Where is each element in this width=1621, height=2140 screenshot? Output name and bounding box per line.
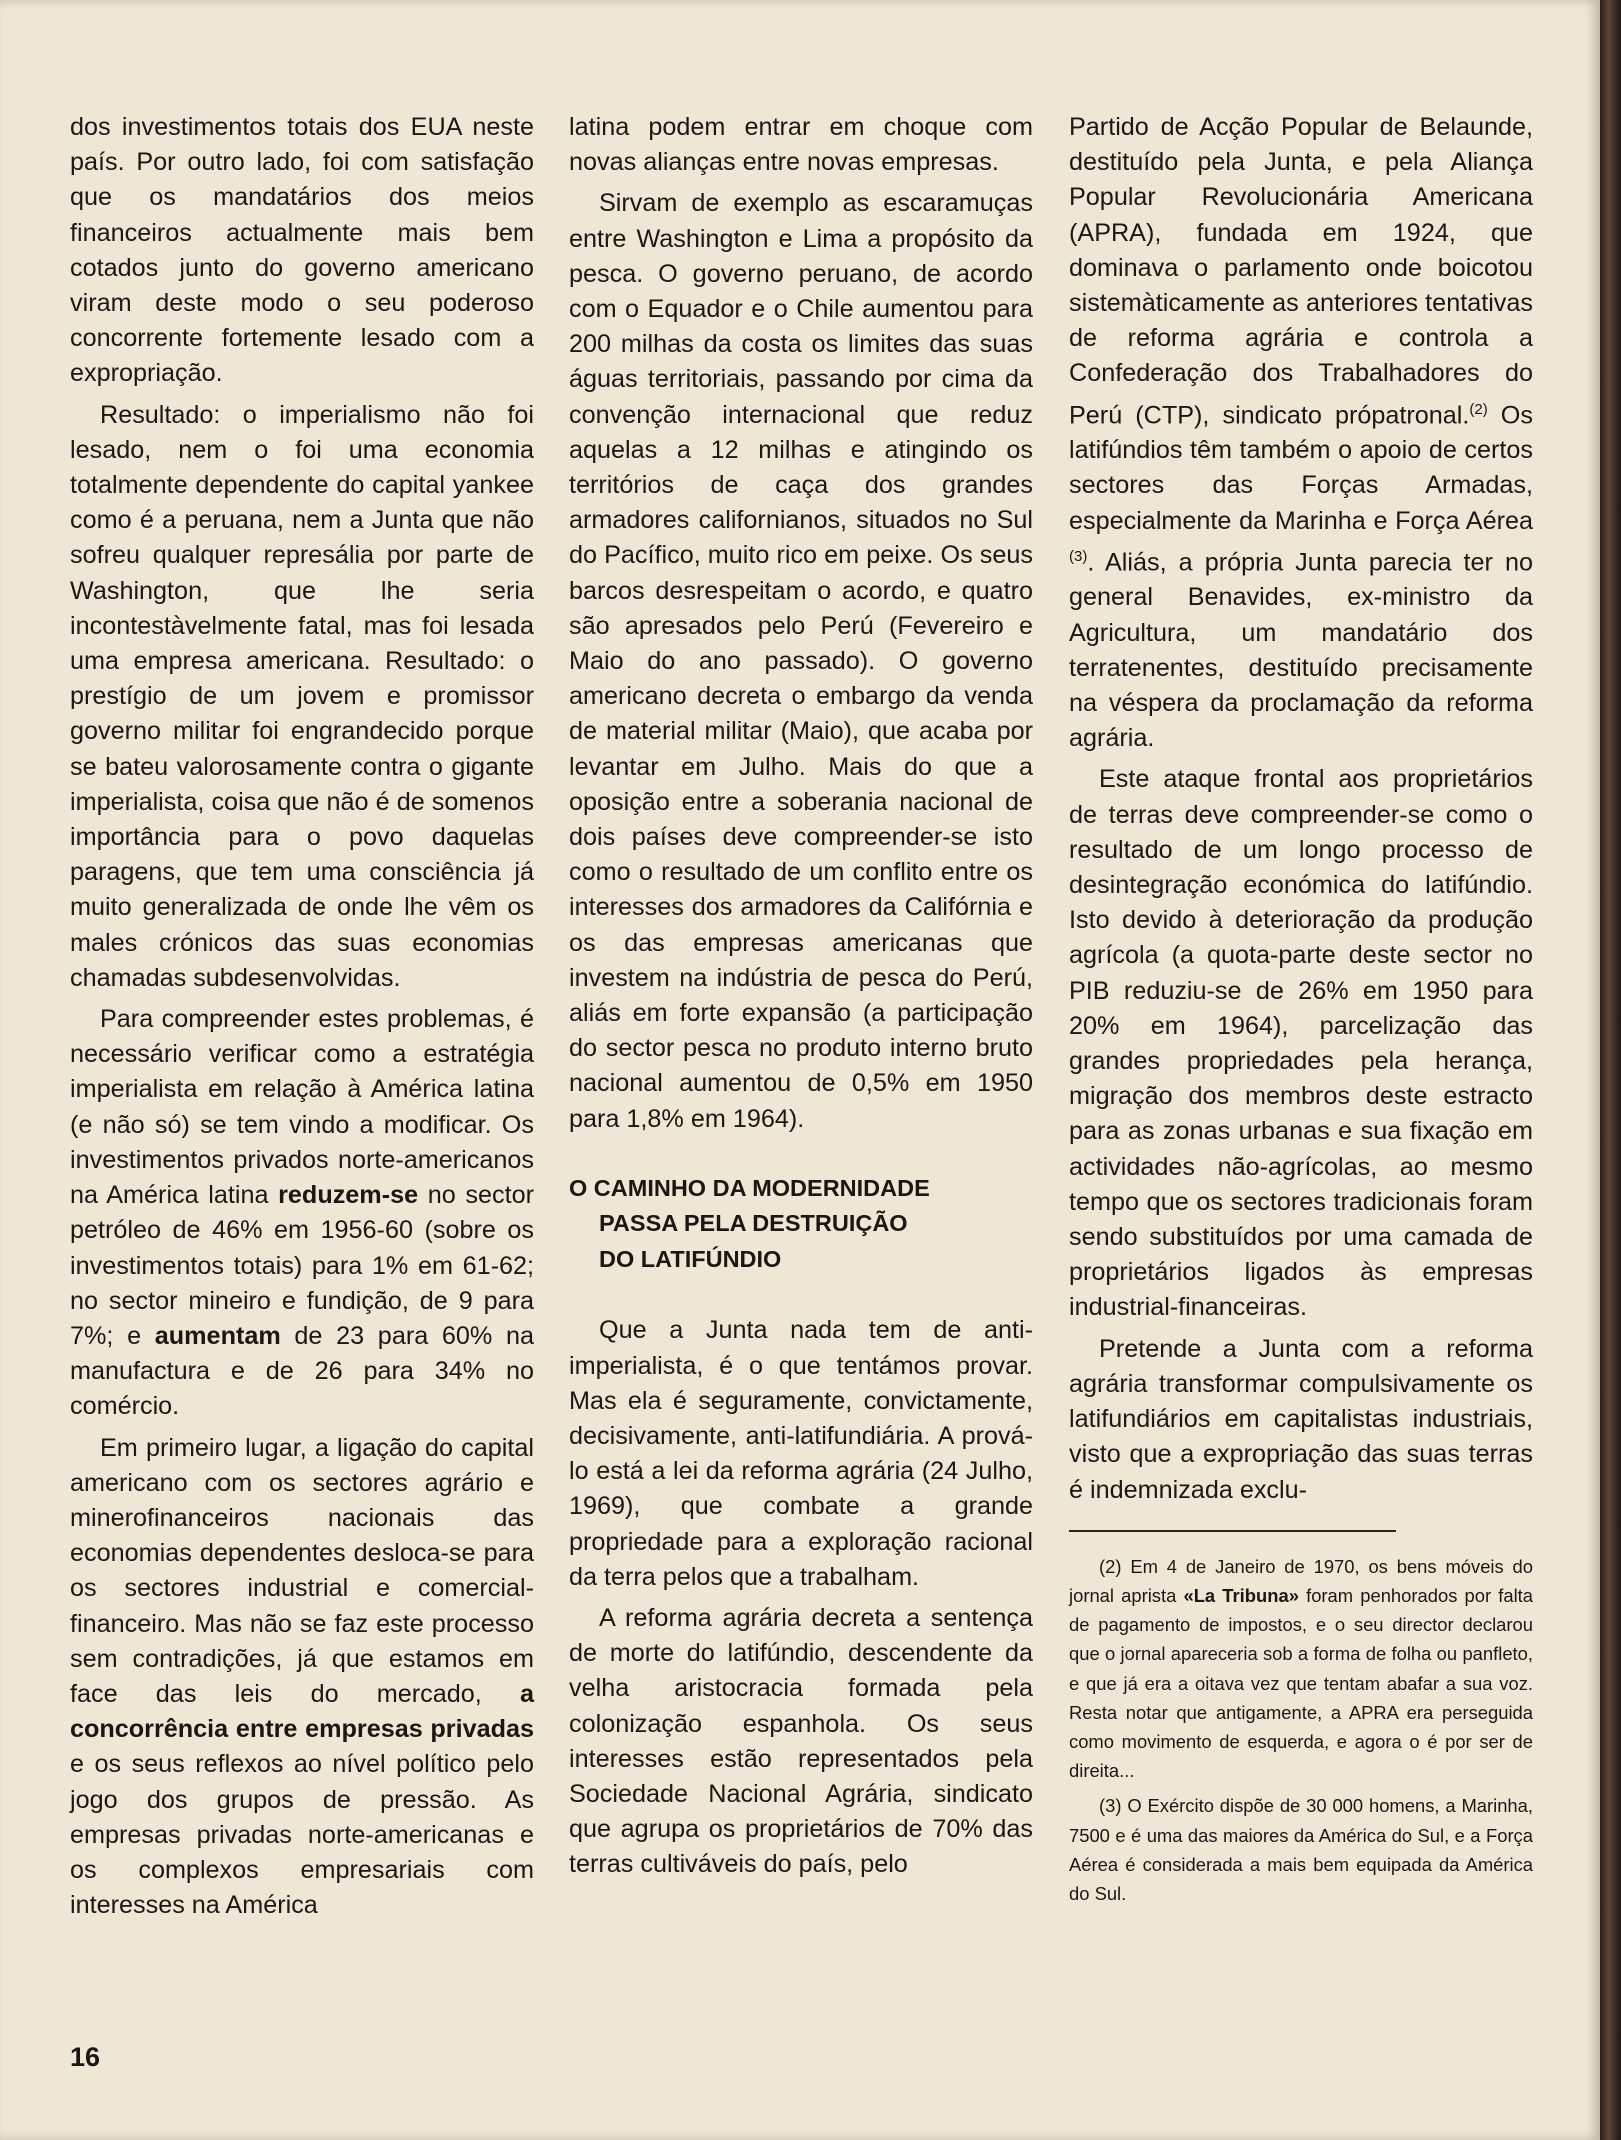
bold-emphasis: a concorrência entre empresas privadas — [70, 1679, 534, 1744]
text-column-left — [70, 110, 534, 1929]
paragraph: Este ataque frontal aos proprietários de terras deve compreender-se como o resultado de um longo processo de desintegração económica do latifúndio. Isto devido à deterioração da produção agrícola (a quota-parte deste sector no PIB reduziu-se de 26% em 1950 para 20% em 1964), parcelização das grandes propriedades pela herança, migração dos membros deste estracto para as zonas urbanas e sua fixação em actividades não-agrícolas, ao mesmo tempo que os sectores tradicionais foram sendo substituídos por uma camada de proprietários ligados às empresas industrial-financeiras. — [1069, 765, 1533, 1322]
paragraph: Pretende a Junta com a reforma agrária transformar compulsivamente os latifundiários em capitalistas industriais, visto que a expropriação das suas terras é indemnizada exclu- — [1069, 1334, 1533, 1504]
paragraph: Que a Junta nada tem de anti-imperialista, é o que tentámos provar. Mas ela é seguramente, convictamente, decisivamente, anti-latifundiária. A prová-lo está a lei da reforma agrária (24 Julho, 1969), que combate a grande propriedade para a exploração racional da terra pelos que a trabalham. — [569, 1316, 1033, 1591]
footnote: (2) Em 4 de Janeiro de 1970, os bens móveis do jornal aprista «La Tribuna» foram penhorados por falta de pagamento de impostos, e o seu director declarou que o jornal apareceria sob a forma de folha ou panfleto, e que já era a oitava vez que tentam abafar a sua voz. Resta notar que antigamente, a APRA era perseguida como movimento de esquerda, e agora o é por ser de direita... — [1069, 1555, 1534, 1782]
bold-emphasis: reduzem-se — [278, 1181, 419, 1210]
page-number: 16 — [70, 2042, 101, 2072]
paragraph: latina podem entrar em choque com novas alianças entre novas empresas. — [569, 113, 1033, 177]
paragraph: Para compreender estes problemas, é necessário verificar como a estratégia imperialista em relação à América latina (e não só) se tem vindo a modificar. Os investimentos privados norte-americanos na América latina reduzem-se no sector petróleo de 46% em 1956-60 (sobre os investimentos totais) para 1% em 61-62; no sector mineiro e fundição, de 9 para 7%; e aumentam de 23 para 60% na manufactura e de 26 para 34% no comércio. — [70, 1005, 534, 1421]
paragraph: Partido de Acção Popular de Belaunde, destituído pela Junta, e pela Aliança Popular Revolucionária Americana (APRA), fundada em 1924, que dominava o parlamento onde boicotou sistemàticamente as anteriores tentativas de reforma agrária e controla a Confederação dos Trabalhadores do Perú (CTP), sindicato própatronal.$^{(2)}$ Os latifúndios têm também o apoio de certos sectores das Forças Armadas, especialmente da Marinha e Força Aérea $^{(3)}$. Aliás, a própria Junta parecia ter no general Benavides, ex-ministro da Agricultura, um mandatário dos terratenentes, destituído precisamente na véspera da proclamação da reforma agrária. — [1069, 113, 1533, 753]
text-column-right — [1069, 110, 1533, 1914]
paragraph: A reforma agrária decreta a sentença de morte do latifúndio, descendente da velha aristocracia formada pela colonização espanhola. Os seus interesses estão representados pela Sociedade Nacional Agrária, sindicato que agrupa os proprietários de 70% das terras cultiváveis do país, pelo — [569, 1604, 1033, 1879]
footnote-ref: (2) — [1469, 400, 1488, 418]
footnote-ref: (3) — [1069, 547, 1088, 565]
footnotes — [1069, 1552, 1533, 1908]
text-column-middle — [569, 110, 1033, 1889]
paragraph: Resultado: o imperialismo não foi lesado, nem o foi uma economia totalmente dependente do capital yankee como é a peruana, nem a Junta que não sofreu qualquer represália por parte de Washington, que lhe seria incontestàvelmente fatal, mas foi lesada uma empresa americana. Resultado: o prestígio de um jovem e promissor governo militar foi engrandecido porque se bateu valorosamente contra o gigante imperialista, coisa que não é de somenos importância para o povo daquelas paragens, que tem uma consciência já muito generalizada de onde lhe vêm os males crónicos das suas economias chamadas subdesenvolvidas. — [70, 400, 534, 992]
bold-emphasis: aumentam — [154, 1321, 281, 1350]
paragraph: dos investimentos totais dos EUA neste país. Por outro lado, foi com satisfação que os mandatários dos meios financeiros actualmente mais bem cotados junto do governo americano viram deste modo o seu poderoso concorrente fortemente lesado com a expropriação. — [70, 113, 534, 388]
binding-edge — [1600, 0, 1621, 2140]
paragraph: Sirvam de exemplo as escaramuças entre Washington e Lima a propósito da pesca. O governo peruano, de acordo com o Equador e o Chile aumentou para 200 milhas da costa os limites das suas águas territoriais, passando por cima da convenção internacional que reduz aquelas a 12 milhas e atingindo os territórios de caça dos grandes armadores californianos, situados no Sul do Pacífico, muito rico em peixe. Os seus barcos desrespeitam o acordo, e quatro são apresados pelo Perú (Fevereiro e Maio do ano passado). O governo americano decreta o embargo da venda de material militar (Maio), que acaba por levantar em Julho. Mais do que a oposição entre a soberania nacional de dois países deve compreender-se isto como o resultado de um conflito entre os interesses dos armadores da Califórnia e os das empresas americanas que investem na indústria de pesca do Perú, aliás em forte expansão (a participação do sector pesca no produto interno bruto nacional aumentou de 0,5% em 1950 para 1,8% em 1964). — [569, 189, 1033, 1133]
footnote: (3) O Exército dispõe de 30 000 homens, a Marinha, 7500 e é uma das maiores da América do Sul, e a Força Aérea é considerada a mais bem equipada da América do Sul. — [1069, 1795, 1533, 1904]
section-heading: O CAMINHO DA MODERNIDADE PASSA PELA DESTRUIÇÃO DO LATIFÚNDIO — [569, 1174, 930, 1272]
footnote-divider — [1069, 1530, 1396, 1532]
paragraph: Em primeiro lugar, a ligação do capital americano com os sectores agrário e minerofinanceiros nacionais das economias dependentes desloca-se para os sectores industrial e comercial-financeiro. Mas não se faz este processo sem contradições, já que estamos em face das leis do mercado, a concorrência entre empresas privadas e os seus reflexos ao nível político pelo jogo dos grupos de pressão. As empresas privadas norte-americanas e os complexos empresariais com interesses na América — [70, 1433, 534, 1920]
